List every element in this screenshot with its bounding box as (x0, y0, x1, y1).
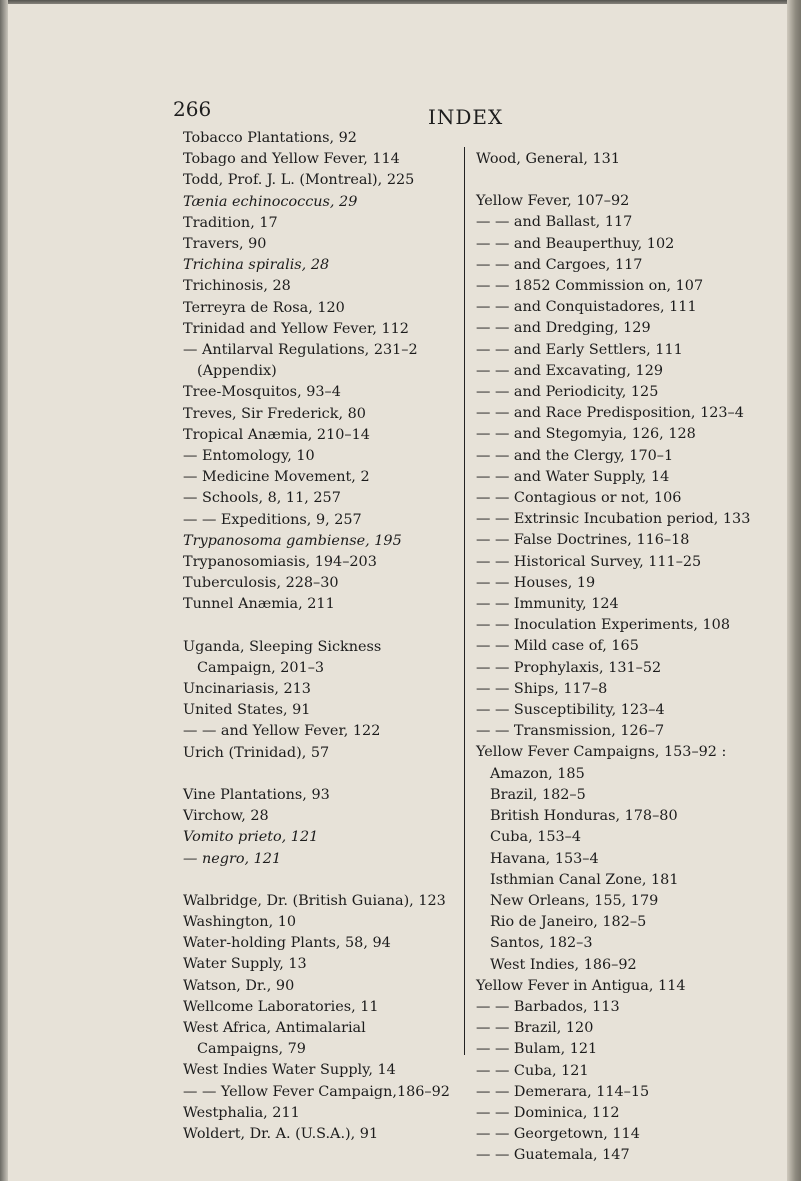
index-entry: — — 1852 Commission on, 107 (476, 278, 704, 295)
index-entry: Westphalia, 211 (183, 1104, 300, 1121)
index-entry: Amazon, 185 (490, 765, 585, 782)
index-entry: Vomito prieto, 121 (183, 829, 319, 846)
index-entry: British Honduras, 178–80 (490, 808, 678, 825)
index-entry: — — Expeditions, 9, 257 (183, 511, 362, 528)
index-entry: — Medicine Movement, 2 (183, 469, 370, 486)
index-entry: Trypanosoma gambiense, 195 (183, 532, 402, 549)
index-entry: Tradition, 17 (183, 214, 278, 231)
index-entry: — — Transmission, 126–7 (476, 723, 665, 740)
index-entry: New Orleans, 155, 179 (490, 892, 659, 909)
index-entry: — Schools, 8, 11, 257 (183, 490, 341, 507)
index-entry: Uncinariasis, 213 (183, 681, 311, 698)
index-entry: Yellow Fever, 107–92 (476, 193, 630, 210)
index-column-right (476, 149, 761, 1167)
index-entry: Yellow Fever Campaigns, 153–92 : (476, 744, 727, 761)
index-entry: Wood, General, 131 (476, 151, 620, 167)
index-entry: Todd, Prof. J. L. (Montreal), 225 (183, 172, 415, 189)
index-entry: Vine Plantations, 93 (183, 786, 330, 803)
index-entry: Yellow Fever in Antigua, 114 (476, 977, 686, 994)
index-entry: — — and Conquistadores, 111 (476, 299, 697, 316)
index-entry: Travers, 90 (183, 236, 267, 253)
index-entry: Washington, 10 (183, 913, 297, 930)
index-entry: — — and Beauperthuy, 102 (476, 235, 675, 252)
index-entry: Trichinosis, 28 (183, 278, 291, 295)
index-entry: — — Extrinsic Incubation period, 133 (476, 511, 751, 528)
index-entry: — — and Water Supply, 14 (476, 468, 670, 485)
index-entry: — — and Yellow Fever, 122 (183, 723, 381, 740)
index-entry: — — Ships, 117–8 (476, 680, 608, 697)
index-entry: — — Georgetown, 114 (476, 1126, 640, 1143)
index-entry: — — and Cargoes, 117 (476, 256, 643, 273)
index-entry: — — Yellow Fever Campaign,186–92 (183, 1083, 450, 1100)
scan-left-shadow (0, 0, 8, 1181)
index-entry: West Indies, 186–92 (490, 956, 637, 973)
index-entry: — — Susceptibility, 123–4 (476, 702, 665, 719)
index-entry: — — Barbados, 113 (476, 998, 620, 1015)
index-entry: — — Brazil, 120 (476, 1020, 594, 1037)
index-entry: West Indies Water Supply, 14 (183, 1062, 396, 1079)
index-entry: Woldert, Dr. A. (U.S.A.), 91 (183, 1125, 379, 1142)
index-entry: — — Bulam, 121 (476, 1041, 598, 1058)
column-divider (464, 147, 465, 1055)
index-entry: — — Houses, 19 (476, 574, 596, 591)
index-entry: — — and Ballast, 117 (476, 214, 633, 231)
index-entry: — — and Stegomyia, 126, 128 (476, 426, 696, 443)
index-entry: Tænia echinococcus, 29 (183, 193, 358, 210)
page-title: INDEX (428, 105, 504, 129)
index-entry: Santos, 182–3 (490, 935, 593, 952)
index-entry: Tunnel Anæmia, 211 (183, 596, 335, 613)
index-entry: Cuba, 153–4 (490, 829, 582, 846)
index-entry: — — False Doctrines, 116–18 (476, 532, 690, 549)
index-entry: Wellcome Laboratories, 11 (183, 998, 379, 1015)
index-entry: — — Inoculation Experiments, 108 (476, 617, 730, 634)
index-entry: Tree-Mosquitos, 93–4 (183, 384, 341, 401)
index-entry: Isthmian Canal Zone, 181 (490, 871, 679, 888)
index-entry: — — Immunity, 124 (476, 596, 619, 613)
index-entry: — — Demerara, 114–15 (476, 1083, 650, 1100)
index-entry: — — Prophylaxis, 131–52 (476, 659, 662, 676)
index-entry: Terreyra de Rosa, 120 (183, 299, 345, 316)
section-gap (183, 764, 451, 785)
index-entry: — — and Dredging, 129 (476, 320, 651, 337)
index-entry: — negro, 121 (183, 850, 282, 867)
book-page (8, 4, 788, 1181)
page-number: 266 (173, 97, 212, 121)
index-column-left (183, 128, 451, 1145)
index-entry: — — and Periodicity, 125 (476, 384, 659, 401)
index-entry: — — Guatemala, 147 (476, 1147, 630, 1164)
index-entry: — — and the Clergy, 170–1 (476, 447, 674, 464)
index-entry: Tropical Anæmia, 210–14 (183, 426, 370, 443)
index-entry: Virchow, 28 (183, 808, 269, 825)
index-entry: Tobago and Yellow Fever, 114 (183, 151, 400, 168)
index-entry: — — Historical Survey, 111–25 (476, 553, 702, 570)
index-entry: — — Dominica, 112 (476, 1104, 620, 1121)
index-entry: Trinidad and Yellow Fever, 112 (183, 320, 409, 337)
index-entry: Treves, Sir Frederick, 80 (183, 405, 366, 422)
section-gap (183, 616, 451, 637)
index-entry: — — Contagious or not, 106 (476, 490, 682, 507)
section-gap (476, 170, 761, 191)
index-entry: Water Supply, 13 (183, 956, 307, 973)
index-entry: — — Cuba, 121 (476, 1062, 589, 1079)
index-entry: Tobacco Plantations, 92 (183, 130, 357, 146)
index-entry: Watson, Dr., 90 (183, 977, 295, 994)
index-entry: — Antilarval Regulations, 231–2 (Appendix) (183, 342, 418, 380)
index-entry: United States, 91 (183, 702, 311, 719)
index-entry: Tuberculosis, 228–30 (183, 575, 339, 592)
index-entry: — — and Excavating, 129 (476, 362, 664, 379)
index-entry: — — and Early Settlers, 111 (476, 341, 683, 358)
index-entry: Rio de Janeiro, 182–5 (490, 914, 647, 931)
index-entry: Havana, 153–4 (490, 850, 599, 867)
index-entry: — — Mild case of, 165 (476, 638, 639, 655)
index-entry: Brazil, 182–5 (490, 786, 586, 803)
index-entry: West Africa, Antimalarial Campaigns, 79 (183, 1019, 366, 1058)
index-entry: — Entomology, 10 (183, 448, 315, 465)
section-gap (183, 870, 451, 891)
index-entry: Trypanosomiasis, 194–203 (183, 554, 377, 571)
index-entry: Water-holding Plants, 58, 94 (183, 935, 391, 952)
scan-right-edge (787, 0, 801, 1181)
index-entry: Walbridge, Dr. (British Guiana), 123 (183, 892, 446, 909)
index-entry: Urich (Trinidad), 57 (183, 744, 330, 761)
index-entry: Uganda, Sleeping Sickness Campaign, 201–3 (183, 638, 382, 676)
index-entry: Trichina spiralis, 28 (183, 257, 330, 274)
index-entry: — — and Race Predisposition, 123–4 (476, 405, 744, 422)
